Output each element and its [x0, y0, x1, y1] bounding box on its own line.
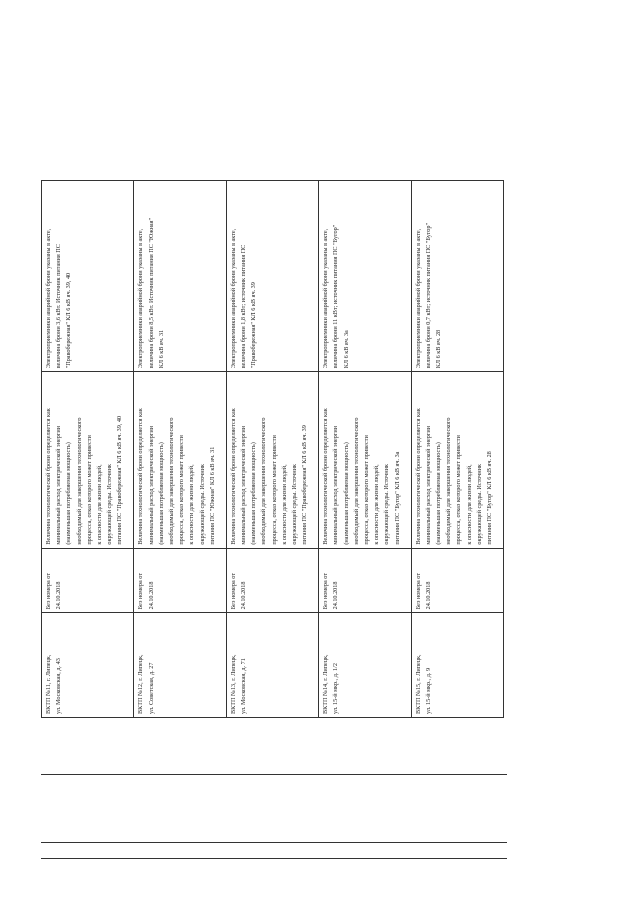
table-row	[42, 181, 133, 717]
note-cell: Электроприемники аварийной брони указаны в акте, величина брони 11 кВт; источник питания ПС "Бугор" КЛ 6 кВ яч. 3а	[319, 181, 410, 372]
table-row	[411, 181, 503, 717]
meter-cell: Без номера от 24.10.2018	[134, 549, 225, 614]
object-cell: ВКТП №14, г. Липецк, ул. 15-й мкр., д. 1/2	[322, 654, 340, 714]
note-cell: Электроприемники аварийной брони указаны в акте, величина брони 0,7 кВт; источник питания ПС "Бугор" КЛ 6 кВ яч. 28	[412, 181, 503, 372]
object-cell: ВКТП №12, г. Липецк, ул. Советская, д. 27	[137, 654, 155, 714]
table-row	[133, 181, 225, 717]
meter-cell: Без номера от 24.10.2018	[412, 549, 503, 614]
rotated-table	[41, 180, 504, 718]
note-cell: Электроприемники аварийной брони указаны в акте, величина брони 3,6 кВт. Источник питания ПС "Правобережная" КЛ 6 кВ яч. 39, 40	[42, 181, 133, 372]
object-cell: ВКТП №13, г. Липецк, ул. Московская, д. 71	[229, 654, 248, 714]
description-cell: Величина технологической брони определяется как минимальный расход электрической энергии (наименьшая потребляемая мощность) необходимый для завершения технологического процесса, отказ которого может привести к опасности для жизни людей, окружающей среды. Источник питания ПС "Бугор" КЛ 6 кВ яч. 3а	[319, 372, 410, 548]
meter-cell: Без номера от 24.10.2018	[227, 549, 318, 614]
meter-cell: Без номера от 24.10.2018	[42, 549, 133, 614]
note-cell: Электроприемники аварийной брони указаны в акте, величина брони 8,5 кВт. Источник питания ПС "Южная" КЛ 6 кВ яч. 31	[134, 181, 225, 372]
divider-line	[41, 842, 507, 843]
object-cell: ВКТП №15, г. Липецк, ул. 15-й мкр., д. 9	[414, 654, 432, 714]
description-cell: Величина технологической брони определяется как минимальный расход электрической энергии (наименьшая потребляемая мощность) необходимый для завершения технологического процесса, отказ которого может привести к опасности для жизни людей, окружающей среды. Источник питания ПС "Бугор" КЛ 6 кВ яч. 28	[412, 372, 503, 548]
description-cell: Величина технологической брони определяется как минимальный расход электрической энергии (наименьшая потребляемая мощность) необходимый для завершения технологического процесса, отказ которого может привести к опасности для жизни людей, окружающей среды. Источник питания ПС "Южная" КЛ 6 кВ яч. 31	[134, 372, 225, 548]
description-cell: Величина технологической брони определяется как минимальный расход электрической энергии (наименьшая потребляемая мощность) необходимый для завершения технологического процесса, отказ которого может привести к опасности для жизни людей, окружающей среды. Источник питания ПС "Правобережная" КЛ 6 кВ яч. 39, 40	[42, 372, 133, 548]
object-cell: ВКТП №11, г. Липецк, ул. Московская, д. 43	[45, 654, 63, 714]
document-table-wrapper	[41, 180, 504, 718]
note-cell: Электроприемники аварийной брони указаны в акте, величина брони 1,8 кВт; источник питания ПС "Правобережная" КЛ 6 кВ яч. 39	[227, 181, 318, 372]
divider-line	[41, 858, 507, 859]
table-row	[318, 181, 410, 717]
divider-line	[41, 774, 507, 775]
meter-cell: Без номера от 24.10.2018	[319, 549, 410, 614]
description-cell: Величина технологической брони определяется как минимальный расход электрической энергии (наименьшая потребляемая мощность) необходимый для завершения технологического процесса, отказ которого может привести к опасности для жизни людей, окружающей среды. Источник питания ПС "Правобережная" КЛ 6 кВ яч. 39	[227, 372, 318, 548]
table-row	[226, 181, 318, 717]
